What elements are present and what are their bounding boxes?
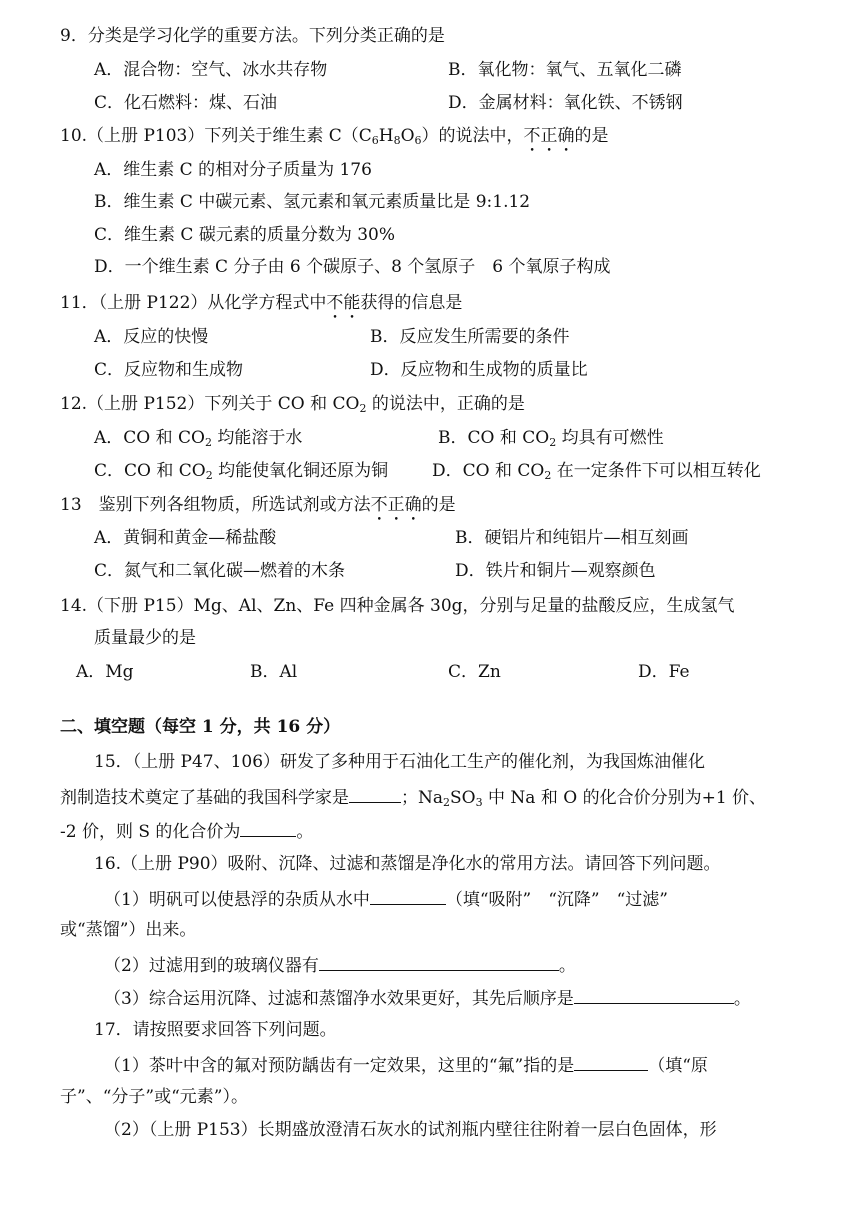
answer-blank[interactable] bbox=[370, 886, 446, 905]
q15-text: ；Na bbox=[401, 788, 444, 808]
q11-stem-text: 11．（上册 P122）从化学方程式中 bbox=[60, 293, 327, 313]
formula-sub: 2 bbox=[204, 436, 212, 449]
formula-sub: 2 bbox=[359, 402, 367, 415]
formula-text: O bbox=[400, 126, 415, 146]
q17-text: （1）茶叶中含的氟对预防龋齿有一定效果，这里的“氟”指的是 bbox=[104, 1056, 575, 1076]
q12-stem-text: 的说法中，正确的是 bbox=[366, 394, 525, 414]
q15-text: 。 bbox=[296, 822, 314, 842]
q9-stem: 9．分类是学习化学的重要方法。下列分类正确的是 bbox=[60, 26, 445, 46]
option-text: A．CO 和 CO bbox=[94, 428, 205, 448]
formula-sub: 6 bbox=[414, 134, 422, 147]
q10-option-a: A．维生素 C 的相对分子质量为 176 bbox=[94, 160, 372, 180]
q12-stem bbox=[60, 392, 525, 416]
q10-stem-text: 的是 bbox=[574, 126, 609, 146]
q16-part2 bbox=[104, 952, 576, 978]
q15-line1: 15．（上册 P47、106）研发了多种用于石油化工生产的催化剂，为我国炼油催化 bbox=[94, 752, 706, 772]
answer-blank[interactable] bbox=[574, 985, 734, 1004]
formula-sub: 2 bbox=[205, 469, 213, 482]
option-text: 均能使氧化铜还原为铜 bbox=[212, 461, 389, 481]
q13-stem-text: 13 鉴别下列各组物质，所选试剂或方法 bbox=[60, 495, 371, 515]
option-text: 均能溶于水 bbox=[211, 428, 303, 448]
q14-option-d: D．Fe bbox=[638, 662, 690, 682]
q13-option-d: D．铁片和铜片—观察颜色 bbox=[455, 561, 656, 581]
q13-option-a: A．黄铜和黄金—稀盐酸 bbox=[94, 528, 277, 548]
q15-line3 bbox=[60, 818, 313, 844]
formula-sub: 8 bbox=[393, 134, 401, 147]
q11-option-c: C．反应物和生成物 bbox=[94, 360, 244, 380]
q15-text: -2 价，则 S 的化合价为 bbox=[60, 822, 241, 842]
option-text: C．CO 和 CO bbox=[94, 461, 206, 481]
option-text: B．CO 和 CO bbox=[438, 428, 550, 448]
option-text: D．CO 和 CO bbox=[432, 461, 545, 481]
formula-sub: 3 bbox=[475, 796, 483, 809]
q11-stem bbox=[60, 291, 462, 323]
q14-option-a: A．Mg bbox=[76, 662, 134, 682]
emphasis-text: 不正确 bbox=[370, 495, 422, 515]
q12-option-d bbox=[432, 459, 761, 483]
formula-sub: 6 bbox=[371, 134, 379, 147]
q15-text: SO bbox=[450, 788, 476, 808]
q13-stem bbox=[60, 493, 456, 525]
q17-part2: （2）（上册 P153）长期盛放澄清石灰水的试剂瓶内壁往往附着一层白色固体，形 bbox=[104, 1120, 717, 1140]
q11-stem-text: 获得的信息是 bbox=[360, 293, 463, 313]
q10-option-b: B．维生素 C 中碳元素、氢元素和氧元素质量比是 9:1.12 bbox=[94, 192, 531, 212]
q12-option-b bbox=[438, 426, 664, 450]
q12-option-a bbox=[94, 426, 302, 450]
q15-line2 bbox=[60, 784, 766, 810]
emphasis-text: 不正确 bbox=[523, 126, 575, 146]
q12-stem-text: 12.（上册 P152）下列关于 CO 和 CO bbox=[60, 394, 360, 414]
q16-part3 bbox=[104, 985, 751, 1011]
q17-part1-line2: 子”、“分子”或“元素”）。 bbox=[60, 1087, 248, 1107]
q13-option-b: B．硬铝片和纯铝片—相互刻画 bbox=[455, 528, 689, 548]
formula-sub: 2 bbox=[443, 796, 451, 809]
formula-text: H bbox=[378, 126, 394, 146]
q12-option-c bbox=[94, 459, 388, 483]
q11-option-a: A．反应的快慢 bbox=[94, 327, 209, 347]
answer-blank[interactable] bbox=[240, 818, 296, 837]
q14-stem-line1: 14.（下册 P15）Mg、Al、Zn、Fe 四种金属各 30g，分别与足量的盐酸反应，生成氢气 bbox=[60, 596, 735, 616]
q16-text: （3）综合运用沉降、过滤和蒸馏净水效果更好，其先后顺序是 bbox=[104, 989, 574, 1009]
q10-option-d: D．一个维生素 C 分子由 6 个碳原子、8 个氢原子 6 个氧原子构成 bbox=[94, 257, 611, 277]
section-title: 二、填空题（每空 1 分，共 16 分） bbox=[60, 717, 341, 737]
answer-blank[interactable] bbox=[349, 784, 401, 803]
q13-stem-text: 的是 bbox=[421, 495, 456, 515]
emphasis-text: 不能 bbox=[326, 293, 361, 313]
q13-option-c: C．氮气和二氧化碳—燃着的木条 bbox=[94, 561, 346, 581]
q9-option-b: B．氧化物：氧气、五氧化二磷 bbox=[448, 60, 682, 80]
q16-text: （填“吸附” “沉降” “过滤” bbox=[445, 890, 668, 910]
q10-option-c: C．维生素 C 碳元素的质量分数为 30% bbox=[94, 225, 396, 245]
q11-option-d: D．反应物和生成物的质量比 bbox=[370, 360, 588, 380]
q14-option-c: C．Zn bbox=[448, 662, 501, 682]
option-text: 在一定条件下可以相互转化 bbox=[551, 461, 761, 481]
q16-text: 。 bbox=[558, 956, 576, 976]
q9-option-a: A．混合物：空气、冰水共存物 bbox=[94, 60, 328, 80]
q10-stem-text: 10.（上册 P103）下列关于维生素 C（C bbox=[60, 126, 372, 146]
formula-sub: 2 bbox=[549, 436, 557, 449]
q17-part1 bbox=[104, 1052, 708, 1078]
q16-text: （2）过滤用到的玻璃仪器有 bbox=[104, 956, 319, 976]
q16-stem: 16.（上册 P90）吸附、沉降、过滤和蒸馏是净化水的常用方法。请回答下列问题。 bbox=[94, 854, 721, 874]
q16-part1 bbox=[104, 886, 668, 912]
q16-text: （1）明矾可以使悬浮的杂质从水中 bbox=[104, 890, 370, 910]
q14-option-b: B．Al bbox=[250, 662, 298, 682]
q15-text: 剂制造技术奠定了基础的我国科学家是 bbox=[60, 788, 349, 808]
q15-text: 中 Na 和 O 的化合价分别为+1 价、 bbox=[482, 788, 767, 808]
q9-option-c: C．化石燃料：煤、石油 bbox=[94, 93, 278, 113]
answer-blank[interactable] bbox=[319, 952, 559, 971]
q10-stem bbox=[60, 124, 609, 156]
q16-part1-line2: 或“蒸馏”）出来。 bbox=[60, 920, 197, 940]
q14-stem-line2: 质量最少的是 bbox=[94, 628, 196, 648]
q9-option-d: D．金属材料：氧化铁、不锈钢 bbox=[448, 93, 683, 113]
option-text: 均具有可燃性 bbox=[556, 428, 664, 448]
answer-blank[interactable] bbox=[574, 1052, 648, 1071]
q10-stem-text: ）的说法中， bbox=[421, 126, 524, 146]
q17-text: （填“原 bbox=[648, 1056, 708, 1076]
q17-stem: 17．请按照要求回答下列问题。 bbox=[94, 1020, 337, 1040]
formula-sub: 2 bbox=[544, 469, 552, 482]
q16-text: 。 bbox=[733, 989, 751, 1009]
q11-option-b: B．反应发生所需要的条件 bbox=[370, 327, 570, 347]
